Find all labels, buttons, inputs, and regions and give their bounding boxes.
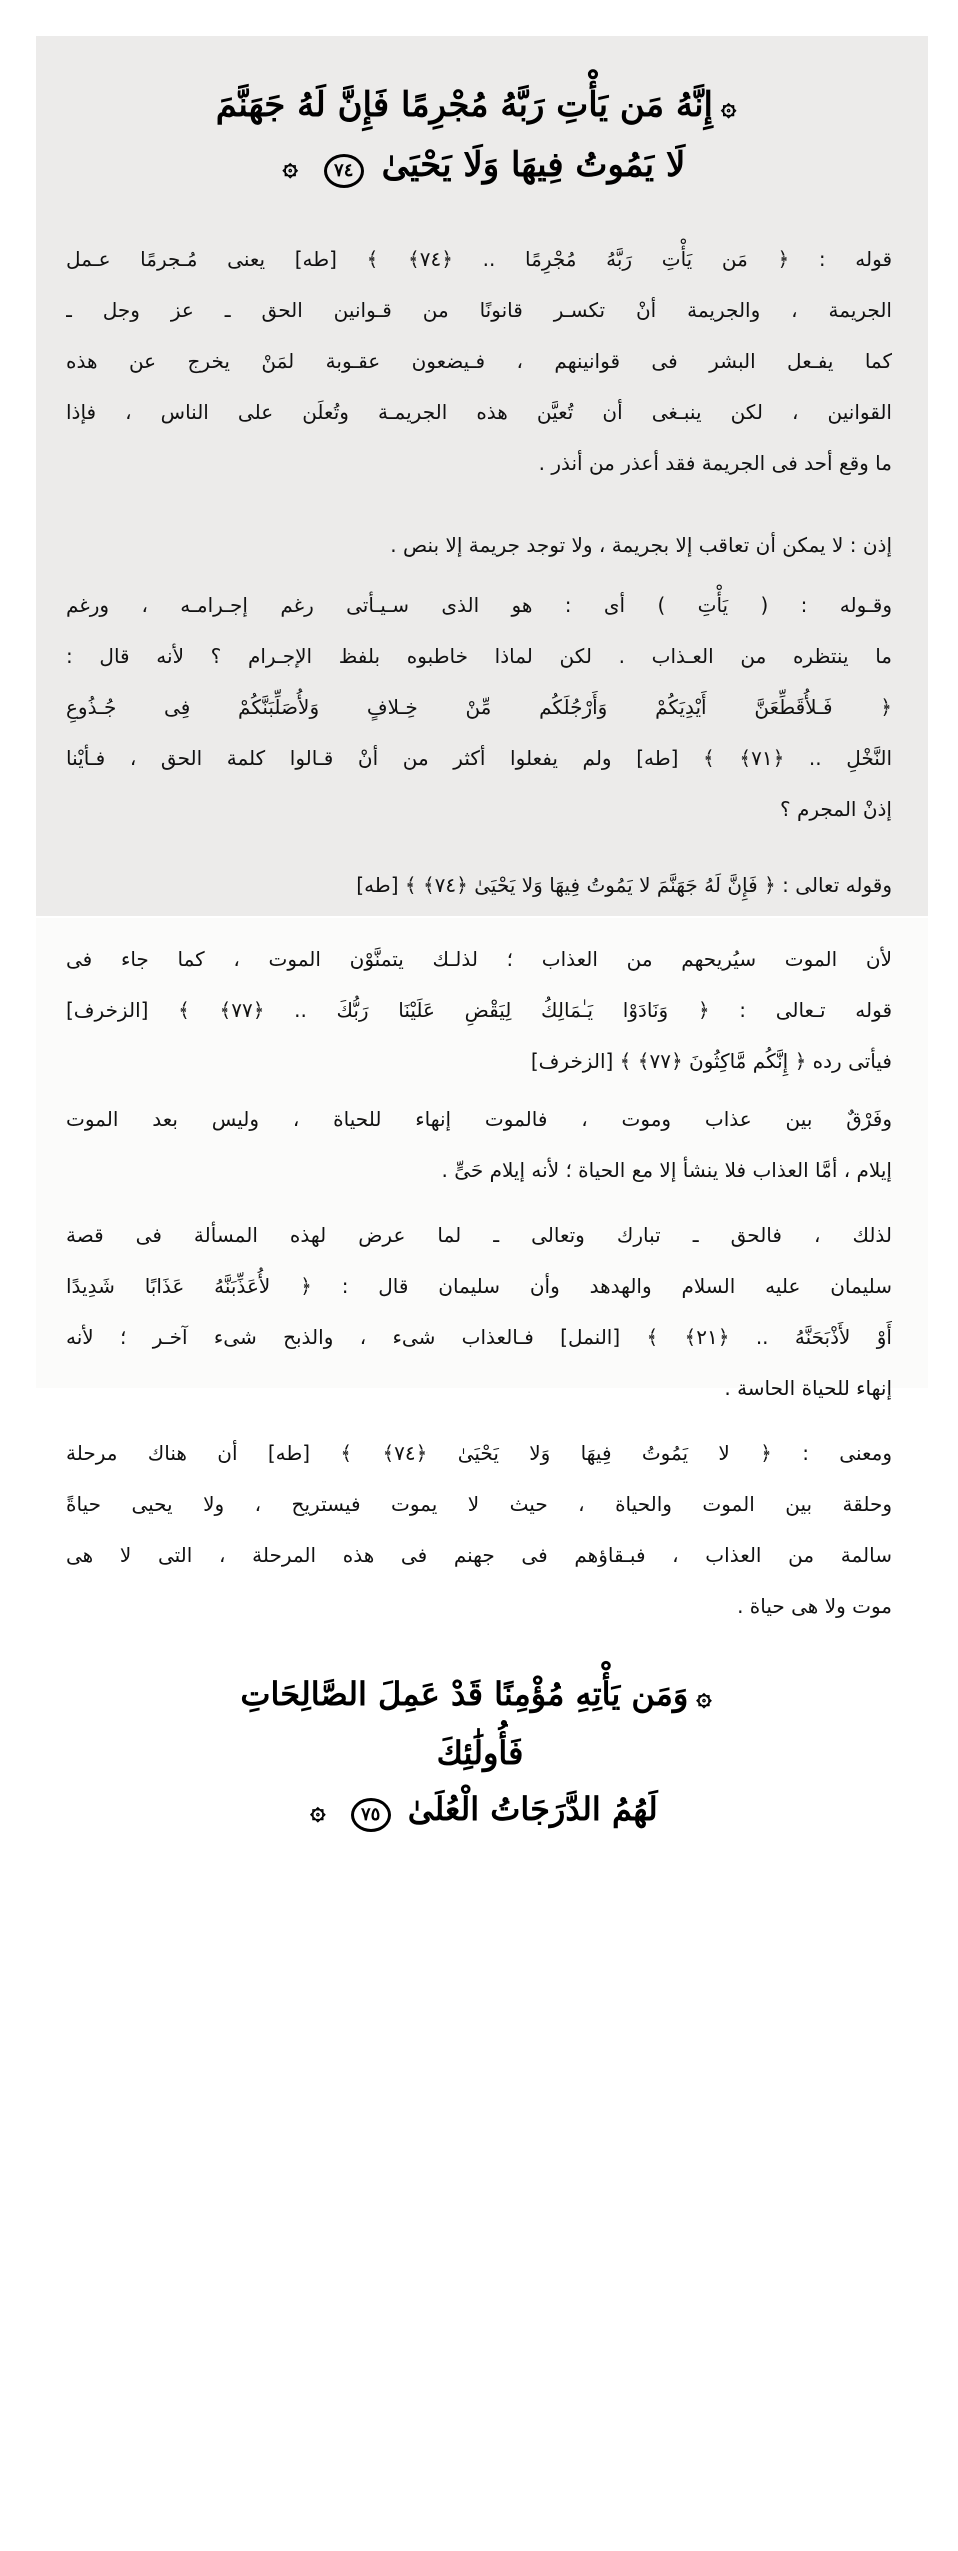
text-line: وحلقة بين الموت والحياة ، حيث لا يموت فيستريح ، ولا يحيى حياةً [66,1492,892,1516]
text-line: وقـوله : ( يَأْتِ ) أى : هو الذى سـيـأتى رغم إجـرامـه ، ورغم [66,593,892,617]
text-line: الجريمة ، والجريمة أنْ تكسـر قانونًا من قـوانين الحق ـ عز وجل ـ [66,298,892,322]
text-line: إذنْ المجرم ؟ [779,797,892,821]
paragraph [66,1094,892,1196]
text-line: قوله : ﴿ مَن يَأْتِ رَبَّهُ مُجْرِمًا .. ﴿٧٤﴾ ﴾ [طه] يعنى مُـجرمًا عـمل [66,247,892,271]
paragraph [66,1428,892,1632]
text-line: قوله تـعالى : ﴿ وَنَادَوْا يَـٰمَالِكُ لِيَقْضِ عَلَيْنَا رَبُّكَ .. ﴿٧٧﴾ ﴾ [الزخرف] [66,998,892,1022]
text-line: إنهاء للحياة الحاسة . [724,1376,892,1400]
paragraph [66,1210,892,1414]
text-line: ﴿ فَـلأُقَطِّعَنَّ أَيْدِيَكُمْ وَأَرْجُلَكُم مِّنْ خِـلافٍ وَلأُصَلِّبَنَّكُمْ فِى جُـذُوعِ [66,695,892,719]
text-line: ومعنى : ﴿ لا يَمُوتُ فِيهَا وَلا يَحْيَىٰ ﴿٧٤﴾ ﴾ [طه] أن هناك مرحلة [66,1441,892,1465]
text-line: موت ولا هى حياة . [737,1594,892,1618]
text-line: أَوْ لأَذْبَحَنَّهُ .. ﴿٢١﴾ ﴾ [النمل] فـالعذاب شىء ، والذبح شىء آخـر ؛ لأنه [66,1325,892,1349]
text-line: إيلام ، أمَّا العذاب فلا ينشأ إلا مع الحياة ؛ لأنه إيلام حَىٍّ . [441,1158,892,1182]
ornament-icon: ۞ [721,92,737,122]
verse-header-text-2: لَا يَمُوتُ فِيهَا وَلَا يَحْيَىٰ [381,145,686,185]
verse-footer-line-2 [200,1781,760,1840]
text-line: سليمان عليه السلام والهدهد وأن سليمان قال : ﴿ لأُعَذِّبَنَّهُ عَذَابًا شَدِيدًا [66,1274,892,1298]
verse-header-text-1: إِنَّهُ مَن يَأْتِ رَبَّهُ مُجْرِمًا فَإِنَّ لَهُ جَهَنَّمَ [215,85,714,125]
text-line: وفَرْقٌ بين عذاب وموت ، فالموت إنهاء للحياة ، وليس بعد الموت [66,1107,892,1131]
verse-header [180,76,780,196]
ornament-icon: ۞ [282,152,298,182]
paragraph [66,520,892,571]
verse-footer-text-1: وَمَن يَأْتِهِ مُؤْمِنًا قَدْ عَمِلَ الصَّالِحَاتِ فَأُولَٰئِكَ [240,1675,689,1772]
verse-footer-text-2: لَهُمُ الدَّرَجَاتُ الْعُلَىٰ [407,1789,658,1828]
paragraph [66,934,892,1087]
verse-footer-line-1 [200,1666,760,1781]
text-line: إذن : لا يمكن أن تعاقب إلا بجريمة ، ولا توجد جريمة إلا بنص . [390,533,892,557]
text-line: وقوله تعالى : ﴿ فَإِنَّ لَهُ جَهَنَّمَ لا يَمُوتُ فِيهَا وَلا يَحْيَىٰ ﴿٧٤﴾ ﴾ [طه] [356,873,892,897]
verse-number-badge: ٧٤ [324,154,364,188]
verse-header-line-2 [180,136,780,196]
text-line: القوانين ، لكن ينبـغى أن تُعيَّن هذه الجريمـة وتُعلَن على الناس ، فإذا [66,400,892,424]
text-line: النَّخْلِ .. ﴿٧١﴾ ﴾ [طه] ولم يفعلوا أكثر من أنْ قـالوا كلمة الحق ، فـأيْنا [66,746,892,770]
verse-header-line-1 [180,76,780,136]
verse-footer [200,1666,760,1839]
text-line: لأن الموت سيُريحهم من العذاب ؛ لذلـك يتمنَّوْن الموت ، كما جاء فى [66,947,892,971]
text-line: ما وقع أحد فى الجريمة فقد أعذر من أنذر . [538,451,892,475]
ornament-icon: ۞ [310,1796,326,1826]
paragraph [66,580,892,835]
text-line: لذلك ، فالحق ـ تبارك وتعالى ـ لما عرض لهذه المسألة فى قصة [66,1223,892,1247]
ornament-icon: ۞ [696,1681,712,1712]
paragraph [66,860,892,911]
text-line: سالمة من العذاب ، فبـقاؤهم فى جهنم فى هذه المرحلة ، التى لا هى [66,1543,892,1567]
text-line: كما يفـعل البشر فى قوانينهم ، فـيضعون عقـوبة لمَنْ يخرج عن هذه [66,349,892,373]
verse-number-badge: ٧٥ [351,1798,391,1832]
text-line: ما ينتظره من العـذاب . لكن لماذا خاطبوه بلفظ الإجـرام ؟ لأنه قال : [66,644,892,668]
paragraph [66,234,892,489]
text-line: فيأتى رده ﴿ إِنَّكُم مَّاكِثُونَ ﴿٧٧﴾ ﴾ [الزخرف] [530,1049,892,1073]
